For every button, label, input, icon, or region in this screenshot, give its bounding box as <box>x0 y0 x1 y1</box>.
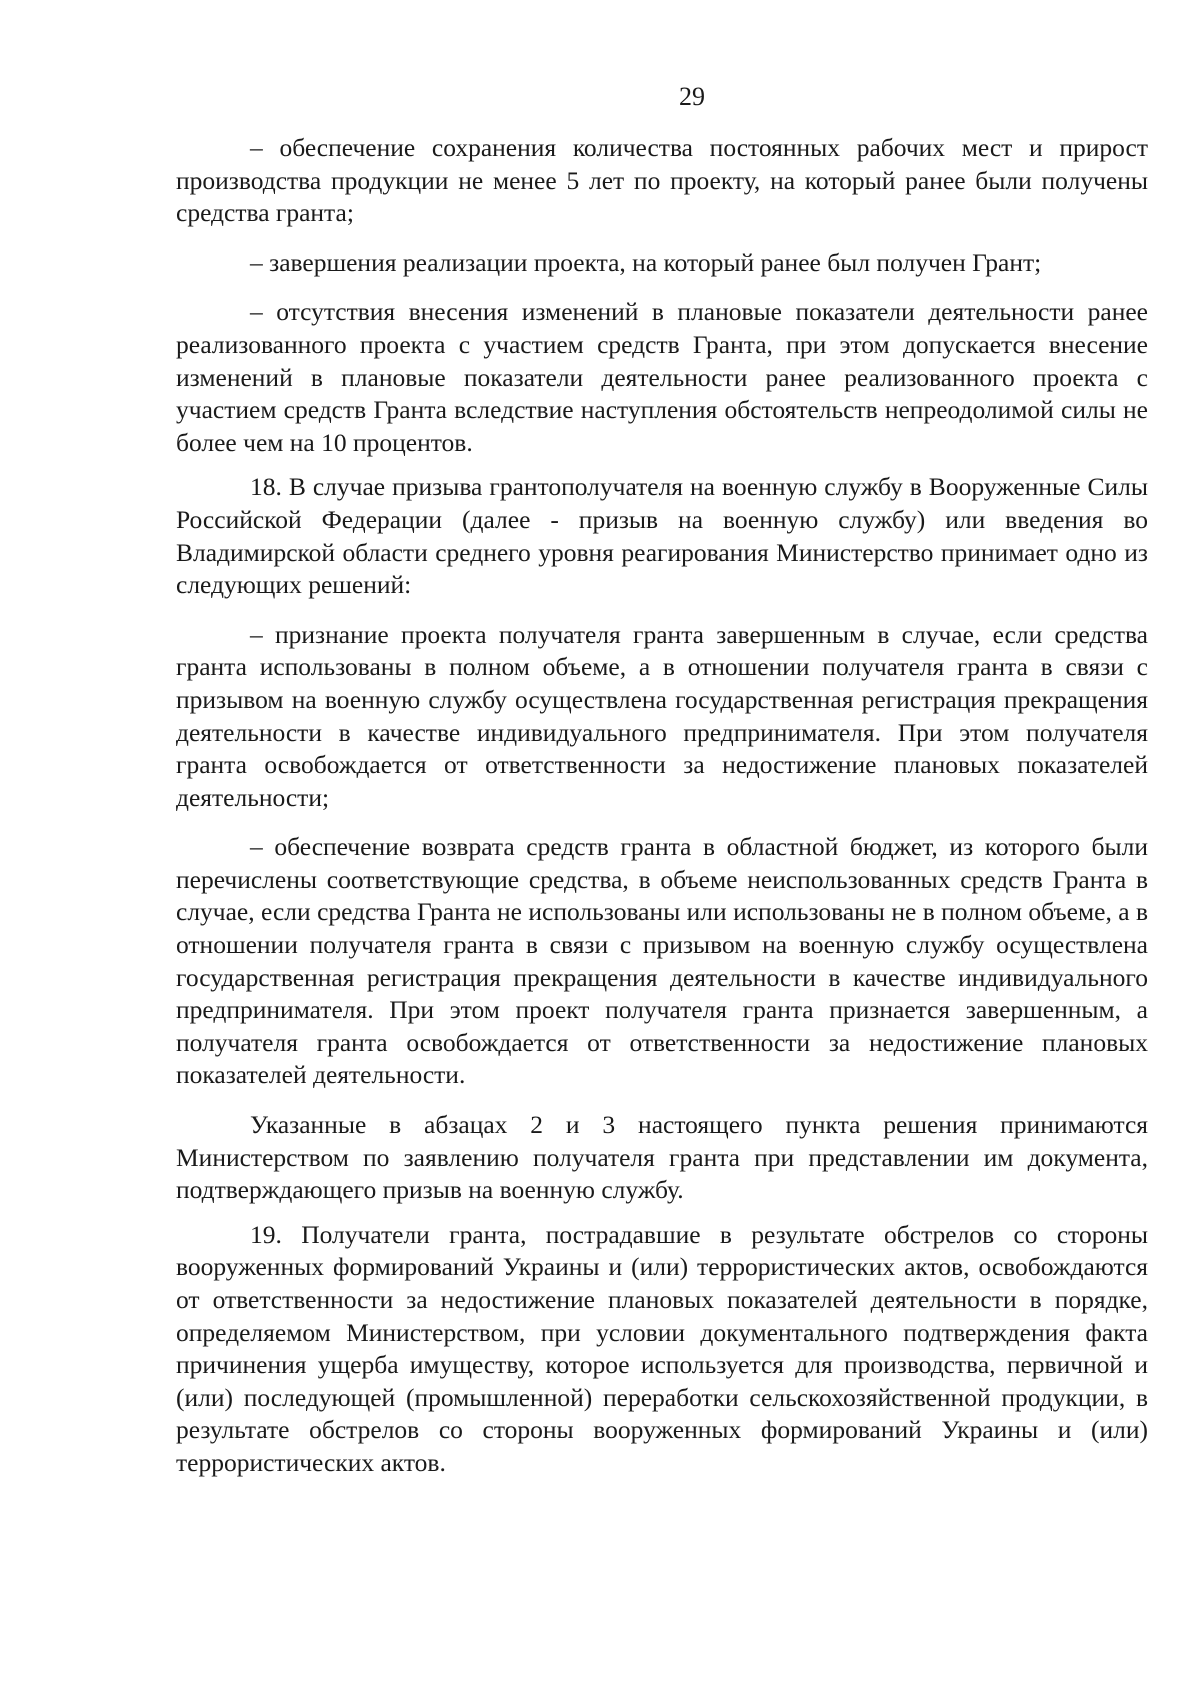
page-number: 29 <box>679 82 705 111</box>
paragraph-bullet-project-completed: – признание проекта получателя гранта завершенным в случае, если средства гранта использованы в полном объеме, а в отношении получателя гранта в связи с призывом на военную службу осуществлена государственная регистрация прекращения деятельности в качестве индивидуального предпринимателя. При этом получателя гранта освобождается от ответственности за недостижение плановых показателей деятельности; <box>176 619 1148 812</box>
paragraph-bullet-indicators: – отсутствия внесения изменений в плановые показатели деятельности ранее реализованного проекта с участием средств Гранта, при этом допускается внесение изменений в плановые показатели деятельности ранее реализованного проекта с участием средств Гранта вследствие наступления обстоятельств непреодолимой силы не более чем на 10 процентов. <box>176 297 1148 457</box>
paragraph-bullet-completion: – завершения реализации проекта, на который ранее был получен Грант; <box>250 247 1042 277</box>
paragraph-clause-18: 18. В случае призыва грантополучателя на военную службу в Вооруженные Силы Российской Федерации (далее - призыв на военную службу) или введения во Владимирской области среднего уровня реагирования Министерство принимает одно из следующих решений: <box>176 472 1148 600</box>
paragraph-decisions-note: Указанные в абзацах 2 и 3 настоящего пункта решения принимаются Министерством по заявлению получателя гранта при представлении им документа, подтверждающего призыв на военную службу. <box>176 1110 1148 1205</box>
paragraph-clause-19: 19. Получатели гранта, пострадавшие в результате обстрелов со стороны вооруженных формирований Украины и (или) террористических актов, освобождаются от ответственности за недостижение плановых показателей деятельности в порядке, определяемом Министерством, при условии документального подтверждения факта причинения ущерба имуществу, которое используется для производства, первичной и (или) последующей (промышленной) переработки сельскохозяйственной продукции, в результате обстрелов со стороны вооруженных формирований Украины и (или) террористических актов. <box>176 1219 1148 1477</box>
paragraph-bullet-refund: – обеспечение возврата средств гранта в областной бюджет, из которого были перечислены соответствующие средства, в объеме неиспользованных средств Гранта в случае, если средства Гранта не использованы или использованы не в полном объеме, а в отношении получателя гранта в связи с призывом на военную службу осуществлена государственная регистрация прекращения деятельности в качестве индивидуального предпринимателя. При этом проект получателя гранта признается завершенным, а получателя гранта освобождается от ответственности за недостижение плановых показателей деятельности. <box>176 832 1148 1090</box>
document-body <box>176 132 1148 1480</box>
paragraph-bullet-jobs: – обеспечение сохранения количества постоянных рабочих мест и прирост производства продукции не менее 5 лет по проекту, на который ранее были получены средства гранта; <box>176 133 1148 228</box>
